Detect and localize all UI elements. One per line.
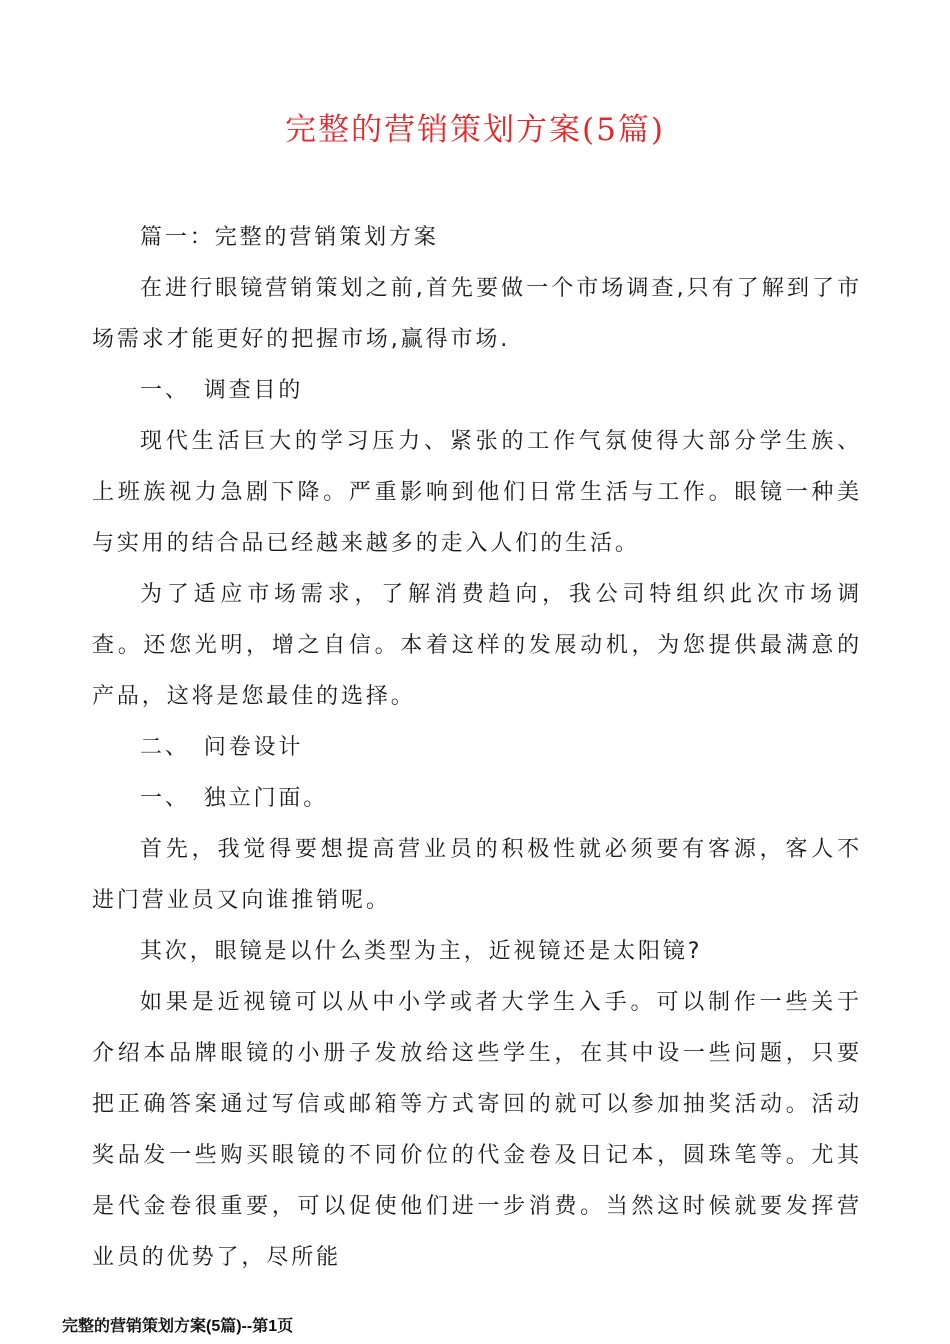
section-heading: 一、 调查目的 [140, 378, 304, 403]
section-heading: 二、 问卷设计 [140, 735, 304, 760]
paragraph: 现代生活巨大的学习压力、紧张的工作气氛使得大部分学生族、上班族视力急剧下降。严重影响到他们日常生活与工作。眼镜一种美与实用的结合品已经越来越多的走入人们的生活。 [92, 429, 862, 556]
document-body [92, 212, 862, 1283]
section-heading: 一、 独立门面。 [140, 786, 329, 811]
paragraph: 首先，我觉得要想提高营业员的积极性就必须要有客源，客人不进门营业员又向谁推销呢。 [92, 837, 862, 913]
paragraph: 为了适应市场需求，了解消费趋向，我公司特组织此次市场调查。还您光明，增之自信。本着这样的发展动机，为您提供最满意的产品，这将是您最佳的选择。 [92, 582, 862, 709]
paragraph: 在进行眼镜营销策划之前,首先要做一个市场调查,只有了解到了市场需求才能更好的把握市场,赢得市场. [92, 276, 862, 352]
document-title: 完整的营销策划方案(5篇) [285, 112, 665, 148]
paragraph: 其次，眼镜是以什么类型为主，近视镜还是太阳镜? [140, 939, 703, 964]
section-heading: 篇一：完整的营销策划方案 [140, 225, 439, 250]
page-footer: 完整的营销策划方案(5篇)--第1页 [62, 1318, 294, 1335]
paragraph: 如果是近视镜可以从中小学或者大学生入手。可以制作一些关于介绍本品牌眼镜的小册子发放给这些学生，在其中设一些问题，只要把正确答案通过写信或邮箱等方式寄回的就可以参加抽奖活动。活动奖品发一些购买眼镜的不同价位的代金卷及日记本，圆珠笔等。尤其是代金卷很重要，可以促使他们进一步消费。当然这时候就要发挥营业员的优势了，尽所能 [92, 990, 862, 1270]
